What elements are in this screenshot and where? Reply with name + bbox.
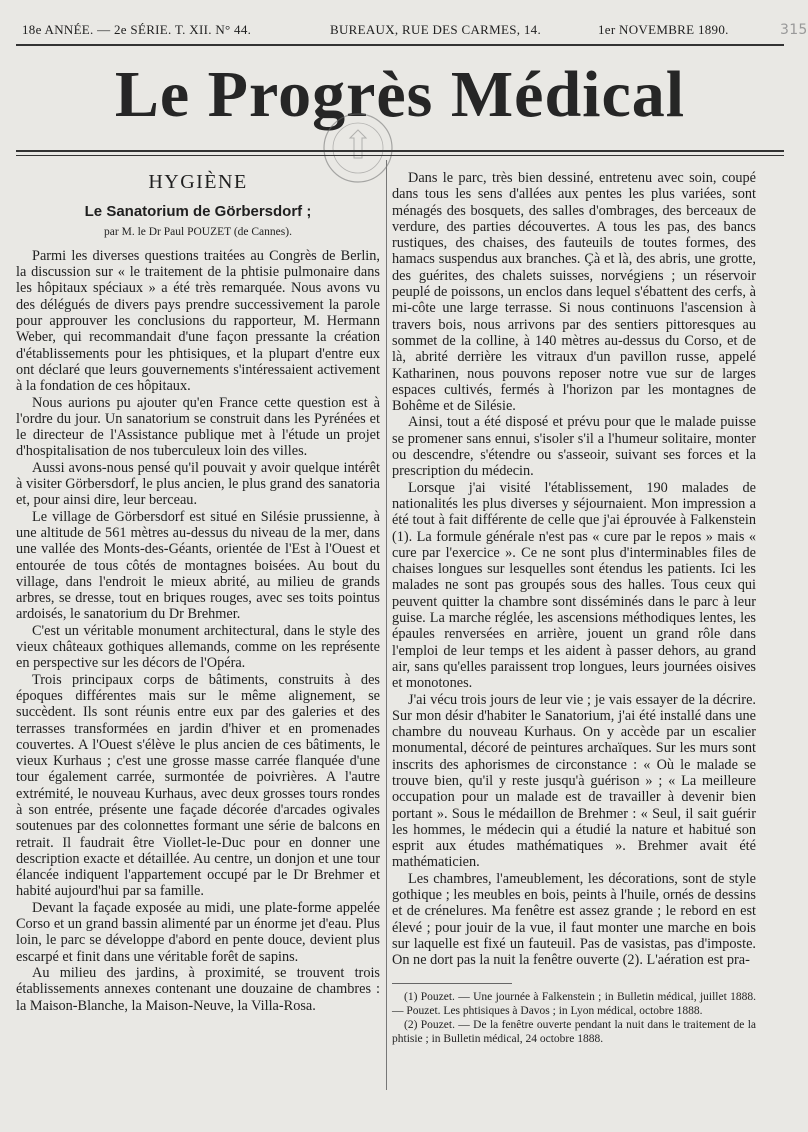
paragraph: Trois principaux corps de bâtiments, construits à des époques différentes mais sur le même alignement, se succèdent. Ils sont réunis entre eux par des galeries et des terrasses transformées en jardin d'hiver et en promenades couvertes. A l'Ouest s'élève le plus ancien de ces bâtiments, le vieux Kurhaus ; c'est une grosse masse carrée flanquée d'une tour également carrée, surmontée de poivrières. A l'autre extrémité, le nouveau Kurhaus, avec deux grosses tours rondes à son entrée, présente une façade décorée d'arcades ogivales soutenues par des colonnettes formant une série de balcons en retrait. Il faudrait être Viollet-le-Duc pour en donner une description exacte et détaillée. Au centre, un donjon et une tour élancée indiquent l'appartement occupé par le Dr Brehmer et habité aujourd'hui par sa famille. [16, 671, 380, 900]
paragraph: Dans le parc, très bien dessiné, entretenu avec soin, coupé dans tous les sens d'allées aux pentes les plus variées, sont ménagés des bosquets, des salles d'ombrages, des berceaux de verdure, des parties découvertes. A tous les pas, des bancs rustiques, des chaises, des fauteuils de toutes formes, des hamacs suspendus aux branches. Çà et là, des abris, une grotte, des guérites, des chalets suisses, norvégiens ; un réservoir peuplé de poissons, un enclos dans lequel s'ébattent des cerfs, à mi-côte une large terrasse. Si nous continuons l'ascension à travers bois, nous arrivons par des sentiers pittoresques au sommet de la colline, à 140 mètres au-dessus du Corso, et de là, abrité derrière les vitraux d'un pavillon russe, appelé Katharinen, nous pouvons reposer notre vue sur de larges espaces cultivés, fermés à l'horizon par les montagnes de Bohême et de Silésie. [392, 170, 756, 415]
journal-title: Le Progrès Médical [114, 58, 686, 131]
article-byline: par M. le Dr Paul POUZET (de Cannes). [104, 225, 292, 238]
paragraph: Devant la façade exposée au midi, une plate-forme appelée Corso et un grand bassin alimenté par un énorme jet d'eau. Plus loin, le parc se développe d'abord en pente douce, devient plus escarpé et finit dans une véritable forêt de sapins. [16, 899, 380, 965]
footnote: (1) Pouzet. — Une journée à Falkenstein ; in Bulletin médical, juillet 1888. — Pouzet. Les phtisiques à Davos ; in Lyon médical, octobre 1888. [392, 990, 756, 1017]
section-heading: HYGIÈNE [148, 171, 248, 193]
footnote: (2) Pouzet. — De la fenêtre ouverte pendant la nuit dans le traitement de la phtisie ; in Bulletin médical, 24 octobre 1888. [392, 1018, 756, 1045]
paragraph: C'est un véritable monument architectural, dans le style des vieux châteaux gothiques allemands, comme on les représente en perspective sur les décors de l'Opéra. [16, 622, 380, 672]
paragraph: Lorsque j'ai visité l'établissement, 190 malades de nationalités les plus diverses y séjournaient. Mon impression a été tout à fait différente de celle que j'ai éprouvée à Falkenstein (1). La formule générale n'est pas « cure par le repos » mais « cure par l'exercice ». Ce ne sont plus d'interminables files de chaises longues sur lesquelles sont étendus les patients. Ici les malades ne sont pas groupés sous des halles. Tous ceux qui peuvent quitter la chambre sont disséminés dans le parc à leur guise. La marche réglée, les ascensions méthodiques lentes, les épaules renversées en arrière, jouent un grand rôle dans l'emploi de leur temps et les aident à passer dehors, au grand air, sans qu'elles paraissent trop longues, leurs journées oisives et monotones. [392, 479, 756, 692]
paragraph: Ainsi, tout a été disposé et prévu pour que le malade puisse se promener sans ennui, s'isoler s'il a l'humeur solitaire, monter ou descendre, s'étendre ou s'asseoir, suivant ses forces et la prescription du médecin. [392, 414, 756, 480]
paragraph: Parmi les diverses questions traitées au Congrès de Berlin, la discussion sur « le traitement de la phtisie pulmonaire dans les hôpitaux spéciaux » a été très remarquée. Nous avons vu des délégués de divers pays prendre successivement la parole pour approuver les conclusions du rapporteur, M. Hermann Weber, qui recommandait d'une façon pressante la création d'établissements pour les phtisiques, et la plupart d'entre eux ont déclaré que leurs gouvernements s'intéressaient activement à la fondation de ces hôpitaux. [16, 247, 380, 395]
article-title: Le Sanatorium de Görbersdorf ; [84, 203, 312, 221]
right-column [392, 170, 756, 1046]
issue-number: 18e ANNÉE. — 2e SÉRIE. T. XII. N° 44. [22, 22, 252, 37]
footnote-rule [392, 983, 512, 984]
masthead-top-rule [16, 44, 784, 46]
paragraph: J'ai vécu trois jours de leur vie ; je vais essayer de la décrire. Sur mon désir d'habiter le Sanatorium, j'ai été installé dans une chambre du nouveau Kurhaus. On y accède par un escalier monumental, décoré de peintures archaïques. Sur les murs sont inscrits des aphorismes de circonstance : « Où le malade se trouve bien, qu'il y reste jusqu'à guérison » ; « La meilleure occupation pour un malade est de travailler à devenir bien portant ». Sous le médaillon de Brehmer : « Seul, il sait guérir les hommes, le médecin qui a étudié la nature et habitué son esprit aux études mathématiques ». Brehmer avait été mathématicien. [392, 691, 756, 871]
paragraph: Les chambres, l'ameublement, les décorations, sont de style gothique ; les meubles en bois, peints à l'huile, ornés de dessins et de crénelures. Ma fenêtre est assez grande ; le rebord en est élevé ; pour jouir de la vue, il faut monter une marche en bois sur laquelle est fixé un fauteuil. Pas de vasistas, pas d'imposte. On ne dort pas la nuit la fenêtre ouverte (2). L'aération est pra- [392, 870, 756, 969]
left-column [16, 170, 380, 1014]
title-rule-thin [16, 155, 784, 156]
paragraph: Nous aurions pu ajouter qu'en France cette question est à l'ordre du jour. Un sanatorium se construit dans les Pyrénées et le directeur de l'Assistance publique met à l'étude un projet d'hospitalisation de nos tuberculeux loin des villes. [16, 394, 380, 460]
paragraph: Le village de Görbersdorf est situé en Silésie prussienne, à une altitude de 561 mètres au-dessus du niveau de la mer, dans une vallée des Monts-des-Géants, orientée de l'Est à l'Ouest et entourée de tous côtés de montagnes boisées. Au bout du village, dans l'endroit le mieux abrité, au milieu de grands arbres, se dresse, tout en briques rouges, avec ses toits pointus ardoisés, le sanatorium du Dr Brehmer. [16, 508, 380, 623]
issue-date: 1er NOVEMBRE 1890. [598, 22, 729, 37]
column-divider [386, 160, 387, 1090]
paragraph: Au milieu des jardins, à proximité, se trouvent trois établissements annexes contenant une douzaine de chambres : la Maison-Blanche, la Maison-Neuve, la Villa-Rosa. [16, 964, 380, 1014]
paragraph: Aussi avons-nous pensé qu'il pouvait y avoir quelque intérêt à visiter Görbersdorf, le plus ancien, le plus grand des sanatoria et, pour ainsi dire, leur berceau. [16, 459, 380, 509]
pencil-annotation: 315 [780, 22, 808, 38]
office-address: BUREAUX, RUE DES CARMES, 14. [330, 22, 542, 37]
title-rule-thick [16, 150, 784, 152]
